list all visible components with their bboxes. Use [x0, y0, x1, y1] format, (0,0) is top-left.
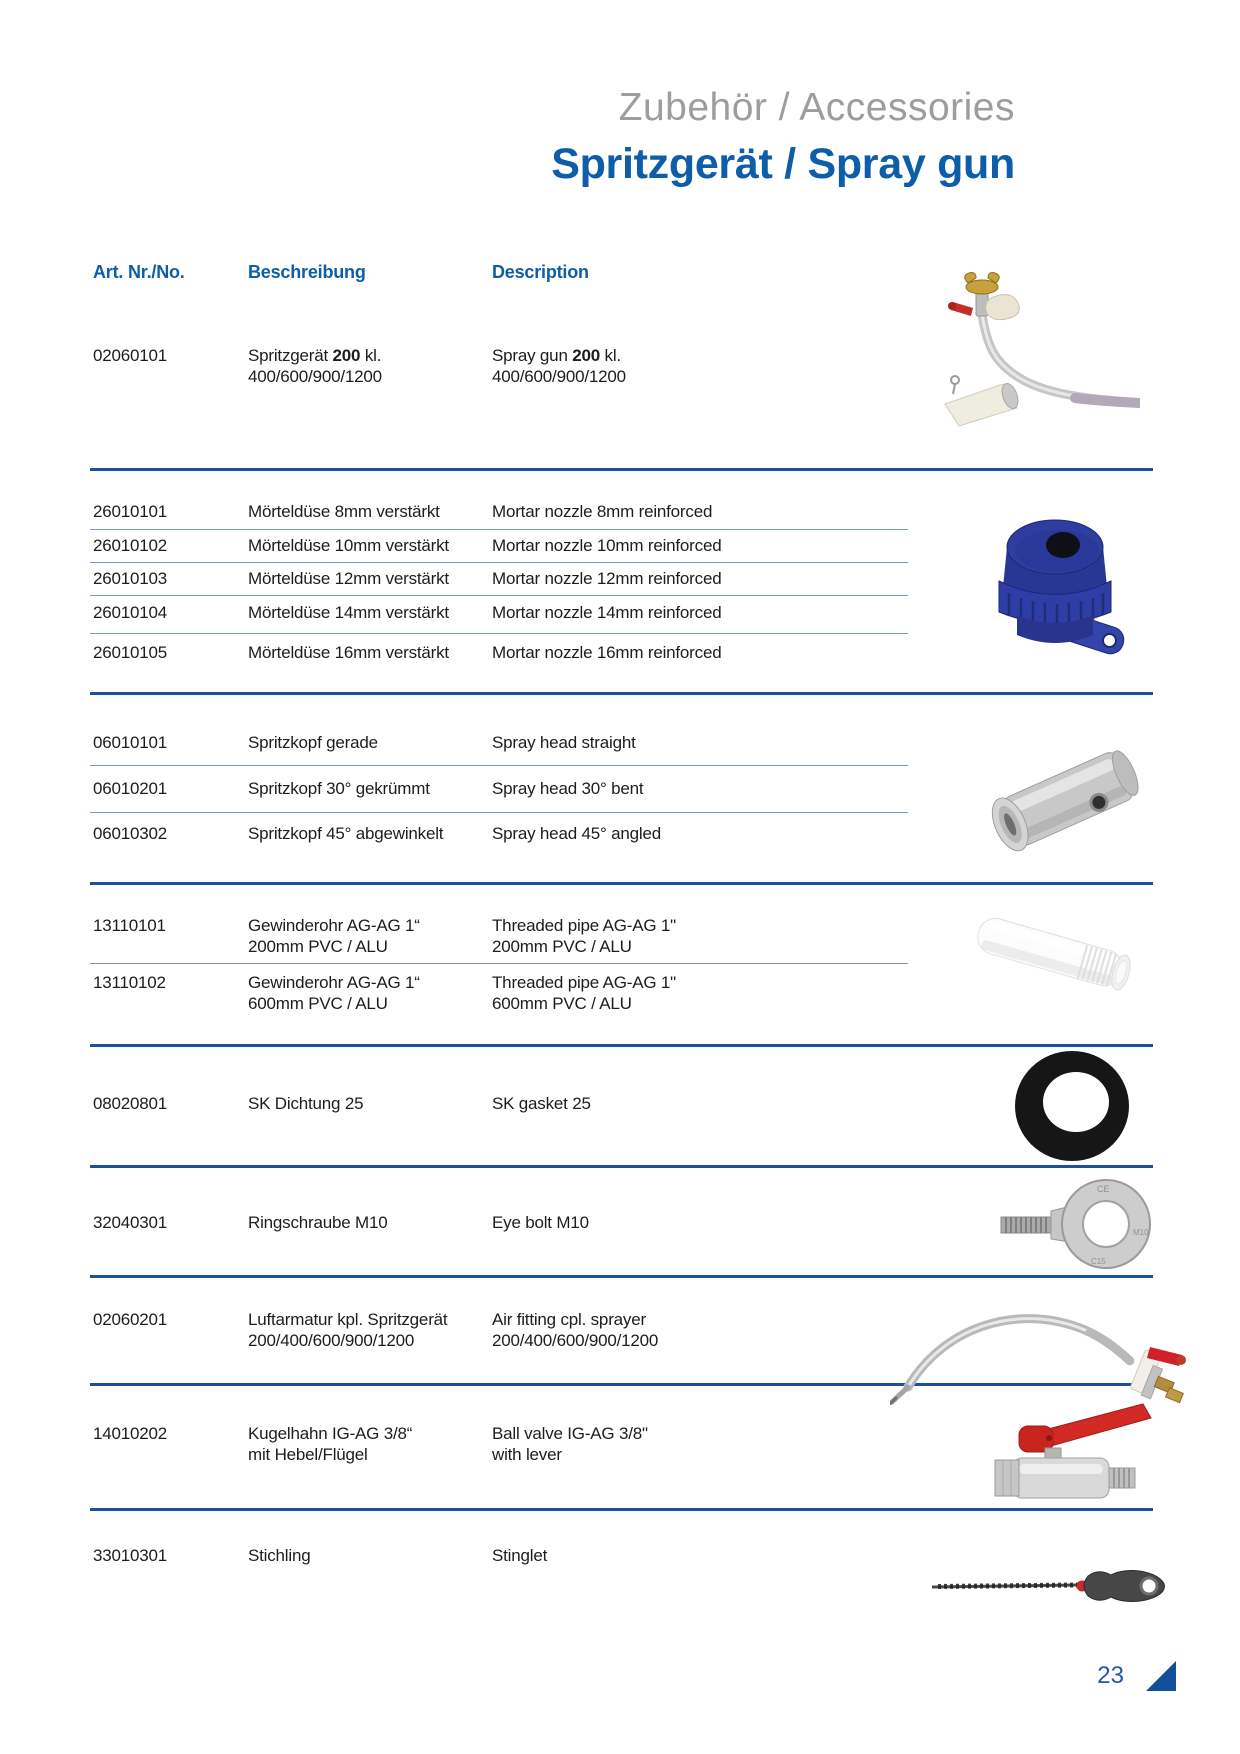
gasket-photo [1012, 1048, 1132, 1164]
page-corner-triangle-icon [1145, 1660, 1177, 1692]
art-no-cell: 14010202 [93, 1424, 168, 1443]
art-no-cell: 06010101 [93, 732, 168, 752]
description-de-cell: Ringschraube M10 [248, 1212, 388, 1232]
description-en-cell: Spray head straight [492, 732, 636, 752]
description-en-cell: Mortar nozzle 14mm reinforced [492, 602, 722, 622]
description-de-cell: SK Dichtung 25 [248, 1093, 364, 1113]
art-no-cell: 13110102 [93, 973, 166, 992]
art-no-cell: 26010103 [93, 568, 168, 588]
description-de-cell: Mörteldüse 14mm verstärkt [248, 602, 449, 622]
description-de-cell: Mörteldüse 8mm verstärkt [248, 501, 440, 521]
description-de-cell: Stichling [248, 1545, 311, 1565]
art-no-cell: 13110101 [93, 916, 166, 935]
description-de-cell: Spritzgerät 200 kl. 400/600/900/1200 [248, 346, 382, 386]
row-divider [90, 765, 908, 766]
description-de-cell: Gewinderohr AG-AG 1“ 600mm PVC / ALU [248, 973, 420, 1013]
svg-text:M10: M10 [1133, 1228, 1149, 1237]
description-de-cell: Mörteldüse 16mm verstärkt [248, 642, 449, 662]
description-en-cell: Threaded pipe AG-AG 1" 600mm PVC / ALU [492, 973, 677, 1013]
air-fitting-photo [890, 1295, 1190, 1405]
description-en-cell: Eye bolt M10 [492, 1212, 589, 1232]
column-header-description: Description [492, 262, 589, 282]
svg-text:CE: CE [1097, 1184, 1110, 1194]
row-divider [90, 595, 908, 596]
art-no-cell: 02060101 [93, 346, 168, 365]
description-en-cell: Ball valve IG-AG 3/8" with lever [492, 1424, 648, 1464]
description-en-cell: Mortar nozzle 12mm reinforced [492, 568, 722, 588]
eye-bolt-photo [985, 1175, 1165, 1275]
row-divider [90, 529, 908, 530]
row-divider [90, 562, 908, 563]
column-header-art-no: Art. Nr./No. [93, 262, 185, 282]
section-divider [90, 1508, 1153, 1511]
description-en-cell: Spray gun 200 kl. 400/600/900/1200 [492, 346, 626, 386]
description-en-cell: Spray head 30° bent [492, 778, 644, 798]
art-no-cell: 06010302 [93, 823, 168, 843]
art-no-cell: 26010105 [93, 642, 168, 662]
art-no-cell: 26010101 [93, 501, 168, 521]
row-divider [90, 633, 908, 634]
section-divider [90, 692, 1153, 695]
description-de-cell: Spritzkopf 30° gekrümmt [248, 778, 430, 798]
description-en-cell: Threaded pipe AG-AG 1" 200mm PVC / ALU [492, 916, 677, 956]
description-de-cell: Spritzkopf gerade [248, 732, 378, 752]
description-de-cell: Mörteldüse 10mm verstärkt [248, 535, 449, 555]
ball-valve-photo [985, 1398, 1165, 1503]
column-header-beschreibung: Beschreibung [248, 262, 366, 282]
spray-gun-photo [925, 272, 1140, 427]
art-no-cell: 26010104 [93, 602, 168, 622]
page-number: 23 [1097, 1662, 1124, 1689]
art-no-cell: 06010201 [93, 778, 168, 798]
section-divider [90, 468, 1153, 471]
description-en-cell: SK gasket 25 [492, 1093, 591, 1113]
description-en-cell: Stinglet [492, 1545, 548, 1565]
threaded-pipe-photo [975, 910, 1150, 1010]
row-divider [90, 963, 908, 964]
section-divider [90, 1165, 1153, 1168]
description-de-cell: Kugelhahn IG-AG 3/8“ mit Hebel/Flügel [248, 1424, 413, 1464]
art-no-cell: 32040301 [93, 1212, 168, 1232]
stichling-photo [928, 1560, 1173, 1610]
description-de-cell: Luftarmatur kpl. Spritzgerät 200/400/600/900/1200 [248, 1310, 448, 1350]
description-en-cell: Spray head 45° angled [492, 823, 661, 843]
description-en-cell: Mortar nozzle 16mm reinforced [492, 642, 722, 662]
category-title: Zubehör / Accessories [618, 86, 1015, 129]
description-de-cell: Gewinderohr AG-AG 1“ 200mm PVC / ALU [248, 916, 420, 956]
description-de-cell: Spritzkopf 45° abgewinkelt [248, 823, 444, 843]
description-en-cell: Mortar nozzle 10mm reinforced [492, 535, 722, 555]
description-en-cell: Air fitting cpl. sprayer 200/400/600/900/1200 [492, 1310, 659, 1350]
description-en-cell: Mortar nozzle 8mm reinforced [492, 501, 713, 521]
art-no-cell: 26010102 [93, 535, 168, 555]
art-no-cell: 33010301 [93, 1545, 168, 1565]
spray-head-photo [975, 730, 1155, 855]
art-no-cell: 08020801 [93, 1093, 168, 1113]
art-no-cell: 02060201 [93, 1310, 168, 1329]
svg-text:C15: C15 [1091, 1257, 1106, 1266]
description-de-cell: Mörteldüse 12mm verstärkt [248, 568, 449, 588]
page-title: Spritzgerät / Spray gun [551, 140, 1015, 188]
section-divider [90, 882, 1153, 885]
section-divider [90, 1275, 1153, 1278]
section-divider [90, 1044, 1153, 1047]
mortar-nozzle-photo [975, 515, 1140, 655]
row-divider [90, 812, 908, 813]
